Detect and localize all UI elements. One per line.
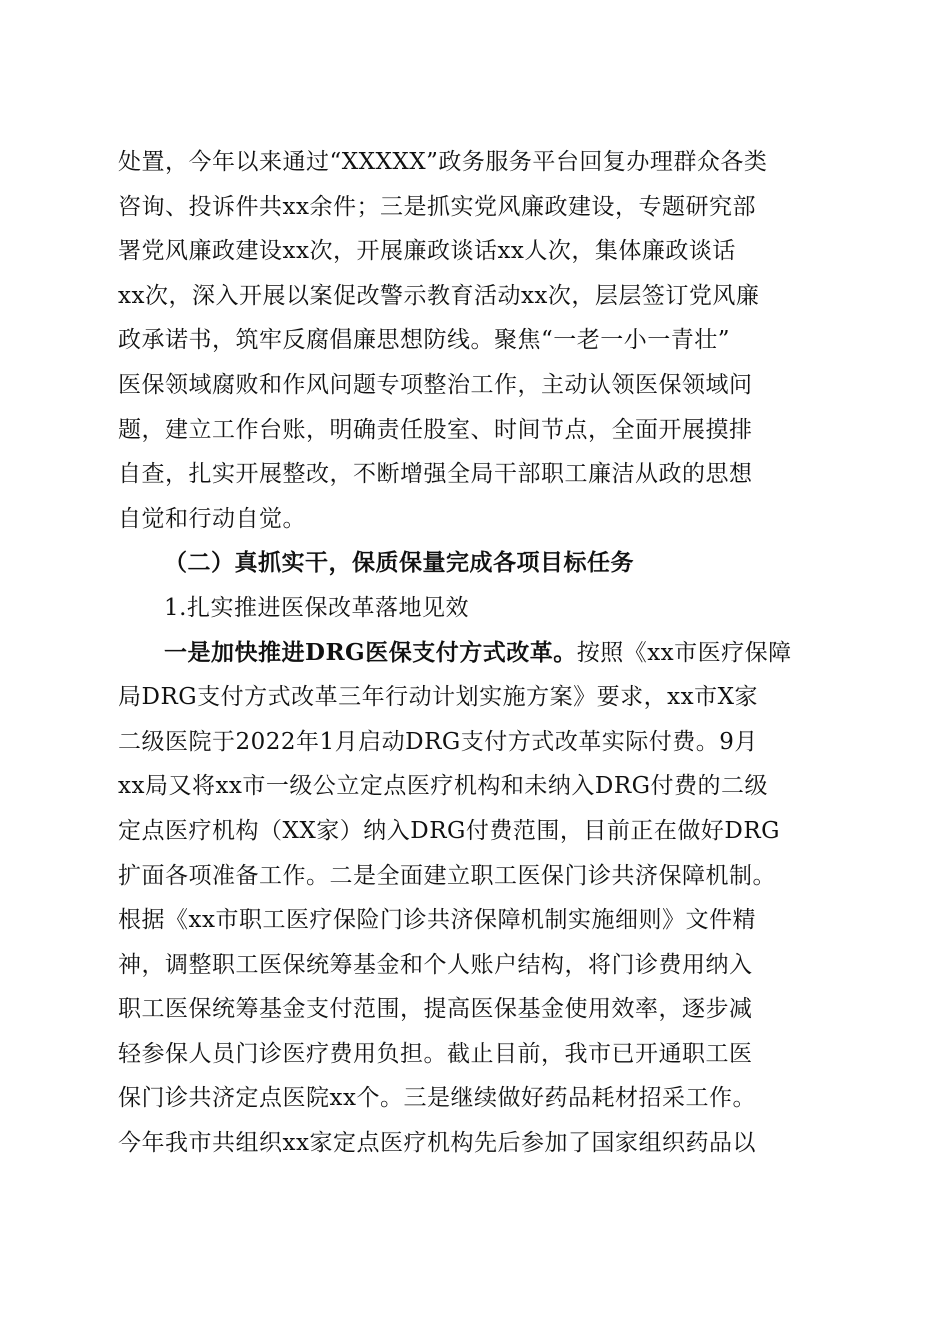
text-line: 自觉和行动自觉。 bbox=[118, 505, 306, 532]
text-line: xx次，深入开展以案促改警示教育活动xx次，层层签订党风廉 bbox=[118, 282, 760, 309]
text-line: 咨询、投诉件共xx余件；三是抓实党风廉政建设，专题研究部 bbox=[118, 193, 756, 220]
text-line: 二级医院于2022年1月启动DRG支付方式改革实际付费。9月 bbox=[118, 728, 758, 755]
subheading: 1.扎实推进医保改革落地见效 bbox=[164, 594, 469, 621]
text-line: 处置，今年以来通过“XXXXX”政务服务平台回复办理群众各类 bbox=[118, 149, 768, 175]
text-line: 自查，扎实开展整改，不断增强全局干部职工廉洁从政的思想 bbox=[118, 461, 753, 488]
paragraph-first-line bbox=[118, 631, 833, 676]
section-heading: （二）真抓实干，保质保量完成各项目标任务 bbox=[164, 549, 634, 577]
text-line: 今年我市共组织xx家定点医疗机构先后参加了国家组织药品以 bbox=[118, 1130, 756, 1157]
paragraph-lead: 一是加快推进DRG医保支付方式改革。 bbox=[164, 638, 577, 666]
text-line: 局DRG支付方式改革三年行动计划实施方案》要求，xx市X家 bbox=[118, 684, 758, 711]
text-line: 署党风廉政建设xx次，开展廉政谈话xx人次，集体廉政谈话 bbox=[118, 238, 736, 265]
text-line: 根据《xx市职工医疗保险门诊共济保障机制实施细则》文件精 bbox=[118, 907, 756, 934]
text-line: 神，调整职工医保统筹基金和个人账户结构，将门诊费用纳入 bbox=[118, 951, 753, 978]
text-line: xx局又将xx市一级公立定点医疗机构和未纳入DRG付费的二级 bbox=[118, 773, 769, 800]
paragraph-text: 按照《xx市医疗保障 bbox=[576, 639, 792, 666]
text-line: 定点医疗机构（XX家）纳入DRG付费范围，目前正在做好DRG bbox=[118, 817, 781, 844]
text-line: 医保领域腐败和作风问题专项整治工作，主动认领医保领域问 bbox=[118, 371, 753, 398]
text-line: 扩面各项准备工作。二是全面建立职工医保门诊共济保障机制。 bbox=[118, 862, 776, 889]
text-line: 职工医保统筹基金支付范围，提高医保基金使用效率，逐步减 bbox=[118, 996, 753, 1023]
text-line: 轻参保人员门诊医疗费用负担。截止目前，我市已开通职工医 bbox=[118, 1040, 753, 1067]
document-body bbox=[118, 140, 833, 1166]
text-line: 题，建立工作台账，明确责任股室、时间节点，全面开展摸排 bbox=[118, 416, 753, 443]
text-line: 政承诺书，筑牢反腐倡廉思想防线。聚焦“一老一小一青壮” bbox=[118, 327, 731, 354]
text-line: 保门诊共济定点医院xx个。三是继续做好药品耗材招采工作。 bbox=[118, 1085, 756, 1112]
